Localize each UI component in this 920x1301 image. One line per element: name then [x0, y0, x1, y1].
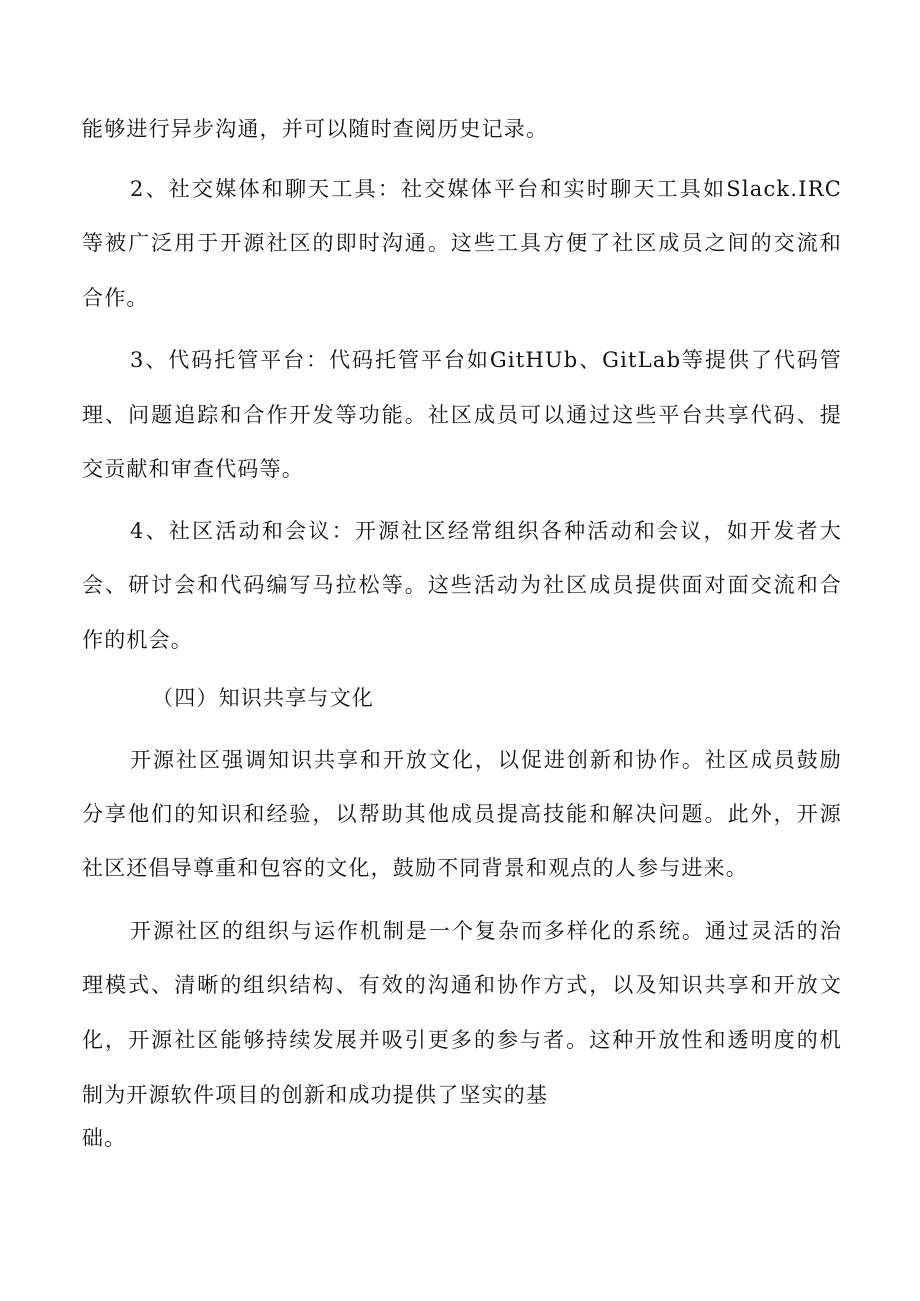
paragraph-line: 能够进行异步沟通，并可以随时查阅历史记录。	[82, 117, 549, 141]
section-heading: （四）知识共享与文化	[152, 686, 374, 710]
list-item-2-line: 2、社交媒体和聊天工具：社交媒体平台和实时聊天工具如Slack.IRC	[130, 177, 842, 201]
list-item-2-line: 等被广泛用于开源社区的即时沟通。这些工具方便了社区成员之间的交流和	[82, 231, 842, 255]
list-item-4-line: 4、社区活动和会议：开源社区经常组织各种活动和会议，如开发者大	[130, 519, 842, 543]
paragraph-line: 制为开源软件项目的创新和成功提供了坚实的基	[82, 1083, 549, 1107]
list-item-4-line: 作的机会。	[82, 628, 193, 652]
paragraph-line: 社区还倡导尊重和包容的文化，鼓励不同背景和观点的人参与进来。	[82, 856, 748, 880]
paragraph-line: 化，开源社区能够持续发展并吸引更多的参与者。这种开放性和透明度的机	[82, 1028, 842, 1052]
paragraph-line: 理模式、清晰的组织结构、有效的沟通和协作方式，以及知识共享和开放文	[82, 973, 842, 997]
list-item-3-line: 3、代码托管平台：代码托管平台如GitHUb、GitLab等提供了代码管	[130, 348, 842, 372]
list-item-4-line: 会、研讨会和代码编写马拉松等。这些活动为社区成员提供面对面交流和合	[82, 573, 842, 597]
paragraph-line: 础。	[82, 1126, 127, 1150]
paragraph-line: 开源社区强调知识共享和开放文化，以促进创新和协作。社区成员鼓励	[130, 748, 842, 772]
paragraph-line: 分享他们的知识和经验，以帮助其他成员提高技能和解决问题。此外，开源	[82, 802, 842, 826]
list-item-3-line: 理、问题追踪和合作开发等功能。社区成员可以通过这些平台共享代码、提	[82, 403, 842, 427]
list-item-2-line: 合作。	[82, 286, 149, 310]
paragraph-line: 开源社区的组织与运作机制是一个复杂而多样化的系统。通过灵活的治	[130, 919, 842, 943]
list-item-3-line: 交贡献和审查代码等。	[82, 457, 304, 481]
